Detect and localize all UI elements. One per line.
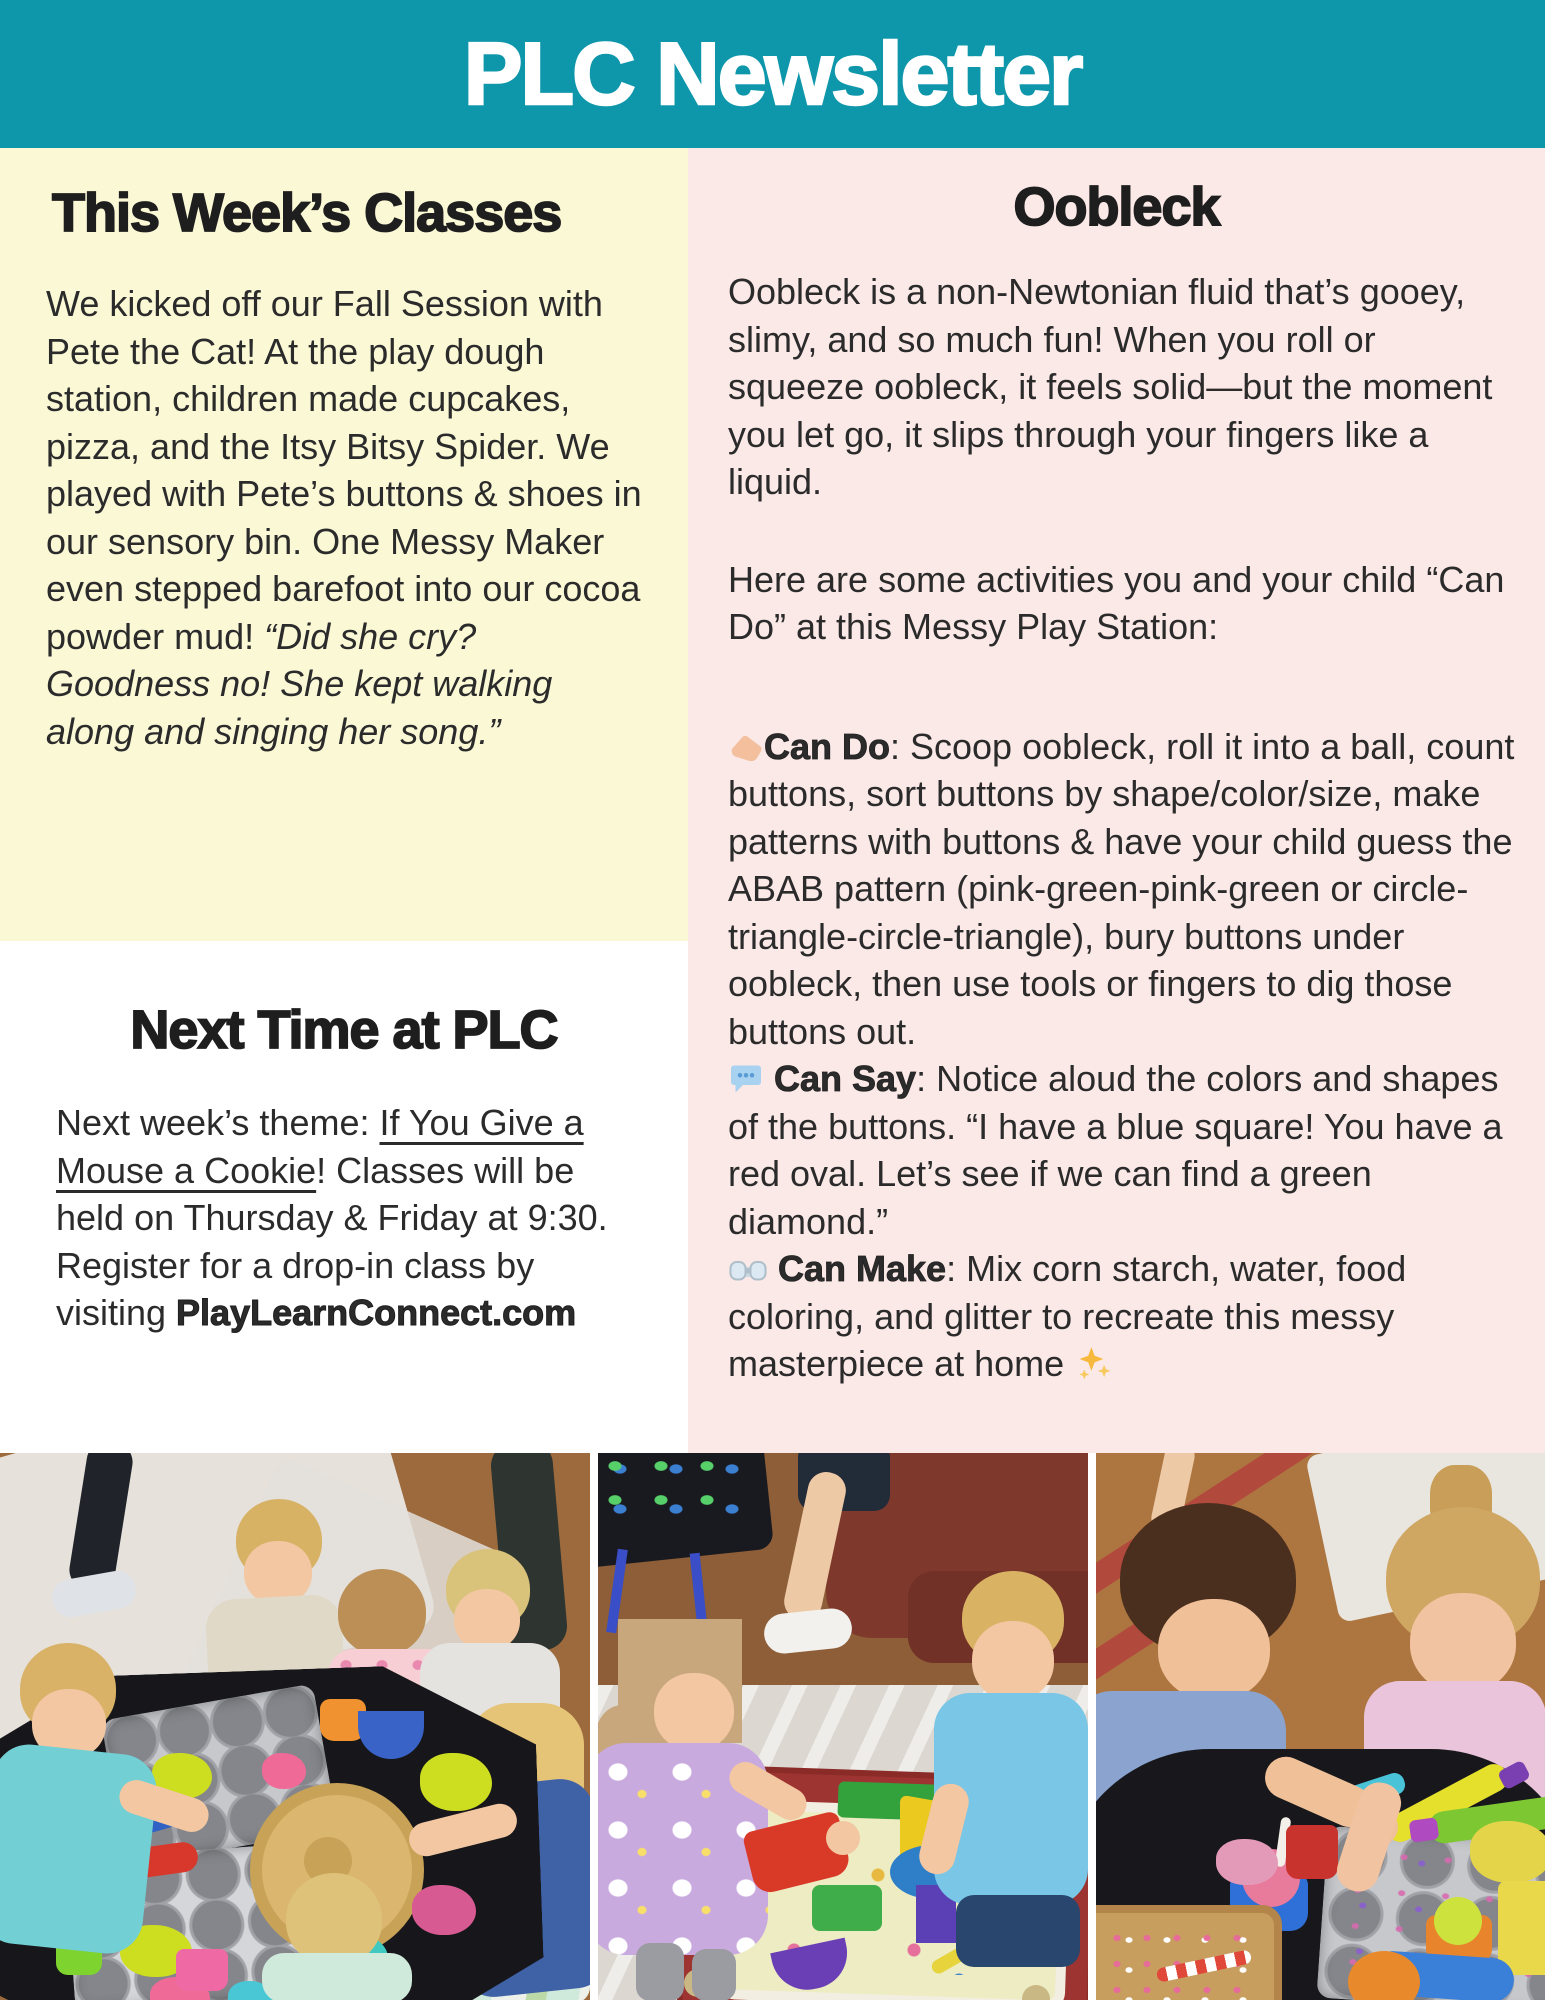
can-make-text: : Mix corn starch, water, food coloring, and glitter to recreate this messy masterpiece at home bbox=[728, 1248, 1407, 1384]
next-time-heading: Next Time at PLC bbox=[130, 1000, 558, 1060]
girl-face bbox=[1410, 1593, 1516, 1693]
girl-legging bbox=[692, 1949, 736, 2000]
child-aqua-shirt bbox=[0, 1741, 160, 1957]
pink-cupcake-mold bbox=[176, 1949, 228, 1991]
can-do-item bbox=[728, 723, 1517, 1056]
child-face bbox=[454, 1589, 520, 1651]
playdough-muffin-tin-photo bbox=[1096, 1453, 1545, 2000]
next-time-section bbox=[0, 941, 688, 1453]
play-dough-blob bbox=[412, 1885, 476, 1935]
child-hair bbox=[338, 1569, 426, 1655]
header-banner bbox=[0, 0, 1545, 148]
playdough-tuff-tray-photo bbox=[0, 1453, 590, 2000]
left-column bbox=[0, 148, 688, 1453]
oobleck-section bbox=[688, 148, 1545, 1453]
can-say-item bbox=[728, 1055, 1517, 1245]
boy-shorts bbox=[956, 1895, 1080, 1967]
this-week-quote: “Did she cry? Goodness no! She kept walking along and singing her song.” bbox=[46, 615, 553, 752]
oobleck-intro: Oobleck is a non-Newtonian fluid that’s gooey, slimy, and so much fun! When you roll or squeeze oobleck, it feels solid—but the moment you let go, it slips through your fingers like a liquid. bbox=[728, 271, 1493, 502]
this-week-body-text: We kicked off our Fall Session with Pete the Cat! At the play dough station, children made cupcakes, pizza, and the Itsy Bitsy Spider. We played with Pete’s buttons & shoes in our sensory bin. One Messy Maker even stepped barefoot into our cocoa powder mud! bbox=[46, 283, 642, 657]
rolling-pin-handle bbox=[1409, 1817, 1440, 1843]
can-do-label: Can Do bbox=[764, 725, 890, 767]
speech-balloon-emoji bbox=[728, 1061, 764, 1097]
can-say-label: Can Say bbox=[774, 1058, 917, 1099]
sparkles-emoji bbox=[1074, 1344, 1112, 1382]
this-weeks-classes-heading: This Week’s Classes bbox=[52, 183, 562, 243]
can-make-label: Can Make bbox=[778, 1248, 947, 1289]
sneaker bbox=[762, 1607, 854, 1656]
girl-legging bbox=[636, 1943, 684, 2000]
red-cup bbox=[1286, 1825, 1338, 1879]
child-mint-shirt bbox=[262, 1953, 412, 2000]
website-text: PlayLearnConnect.com bbox=[176, 1292, 577, 1333]
can-make-item bbox=[728, 1245, 1517, 1388]
girl-hand bbox=[826, 1821, 860, 1855]
activities-lead: Here are some activities you and your child “Can Do” at this Messy Play Station: bbox=[728, 558, 1505, 647]
oobleck-water-table-photo bbox=[598, 1453, 1088, 2000]
play-dough-blob bbox=[262, 1753, 306, 1789]
next-time-body bbox=[56, 1099, 644, 1337]
photo-strip bbox=[0, 1453, 1545, 2000]
play-dough-blob bbox=[1216, 1839, 1278, 1885]
next-time-lead: Next week’s theme: bbox=[56, 1102, 380, 1143]
next-time-after: ! Classes will be held on Thursday & Friday at 9:30. Register for a drop-in class by visiting bbox=[56, 1149, 608, 1333]
newsletter-title: PLC Newsletter bbox=[463, 24, 1082, 123]
play-dough-blob bbox=[1470, 1821, 1545, 1883]
this-weeks-classes-body bbox=[46, 280, 644, 755]
girl-face bbox=[654, 1673, 734, 1751]
child-hair bbox=[286, 1873, 382, 1965]
goggles-emoji bbox=[728, 1257, 768, 1287]
boy-face bbox=[972, 1621, 1054, 1701]
book-title-underlined: If You Give a Mouse a Cookie bbox=[56, 1102, 584, 1191]
green-dough-ball bbox=[1434, 1897, 1482, 1945]
yellow-dough-comb bbox=[1498, 1881, 1545, 1975]
can-do-text: : Scoop oobleck, roll it into a ball, count buttons, sort buttons by shape/color/size, make patterns with buttons & have your child guess the ABAB pattern (pink-green-pink-green or circle-triangle-circle-triangle), bury buttons under oobleck, then use tools or fingers to dig those buttons out. bbox=[728, 725, 1515, 1052]
boy-face bbox=[1158, 1599, 1270, 1701]
green-watering-can bbox=[812, 1885, 882, 1931]
pointing-hand-down-emoji bbox=[728, 729, 764, 765]
this-weeks-classes-section bbox=[0, 148, 688, 941]
oobleck-heading: Oobleck bbox=[1013, 177, 1220, 237]
background-tray-toys bbox=[598, 1453, 742, 1515]
activity-bullets bbox=[728, 723, 1517, 1388]
can-say-text: : Notice aloud the colors and shapes of the buttons. “I have a blue square! You have a red oval. Let’s see if we can find a green diamond.” bbox=[728, 1058, 1503, 1242]
play-dough-blob bbox=[420, 1753, 492, 1811]
